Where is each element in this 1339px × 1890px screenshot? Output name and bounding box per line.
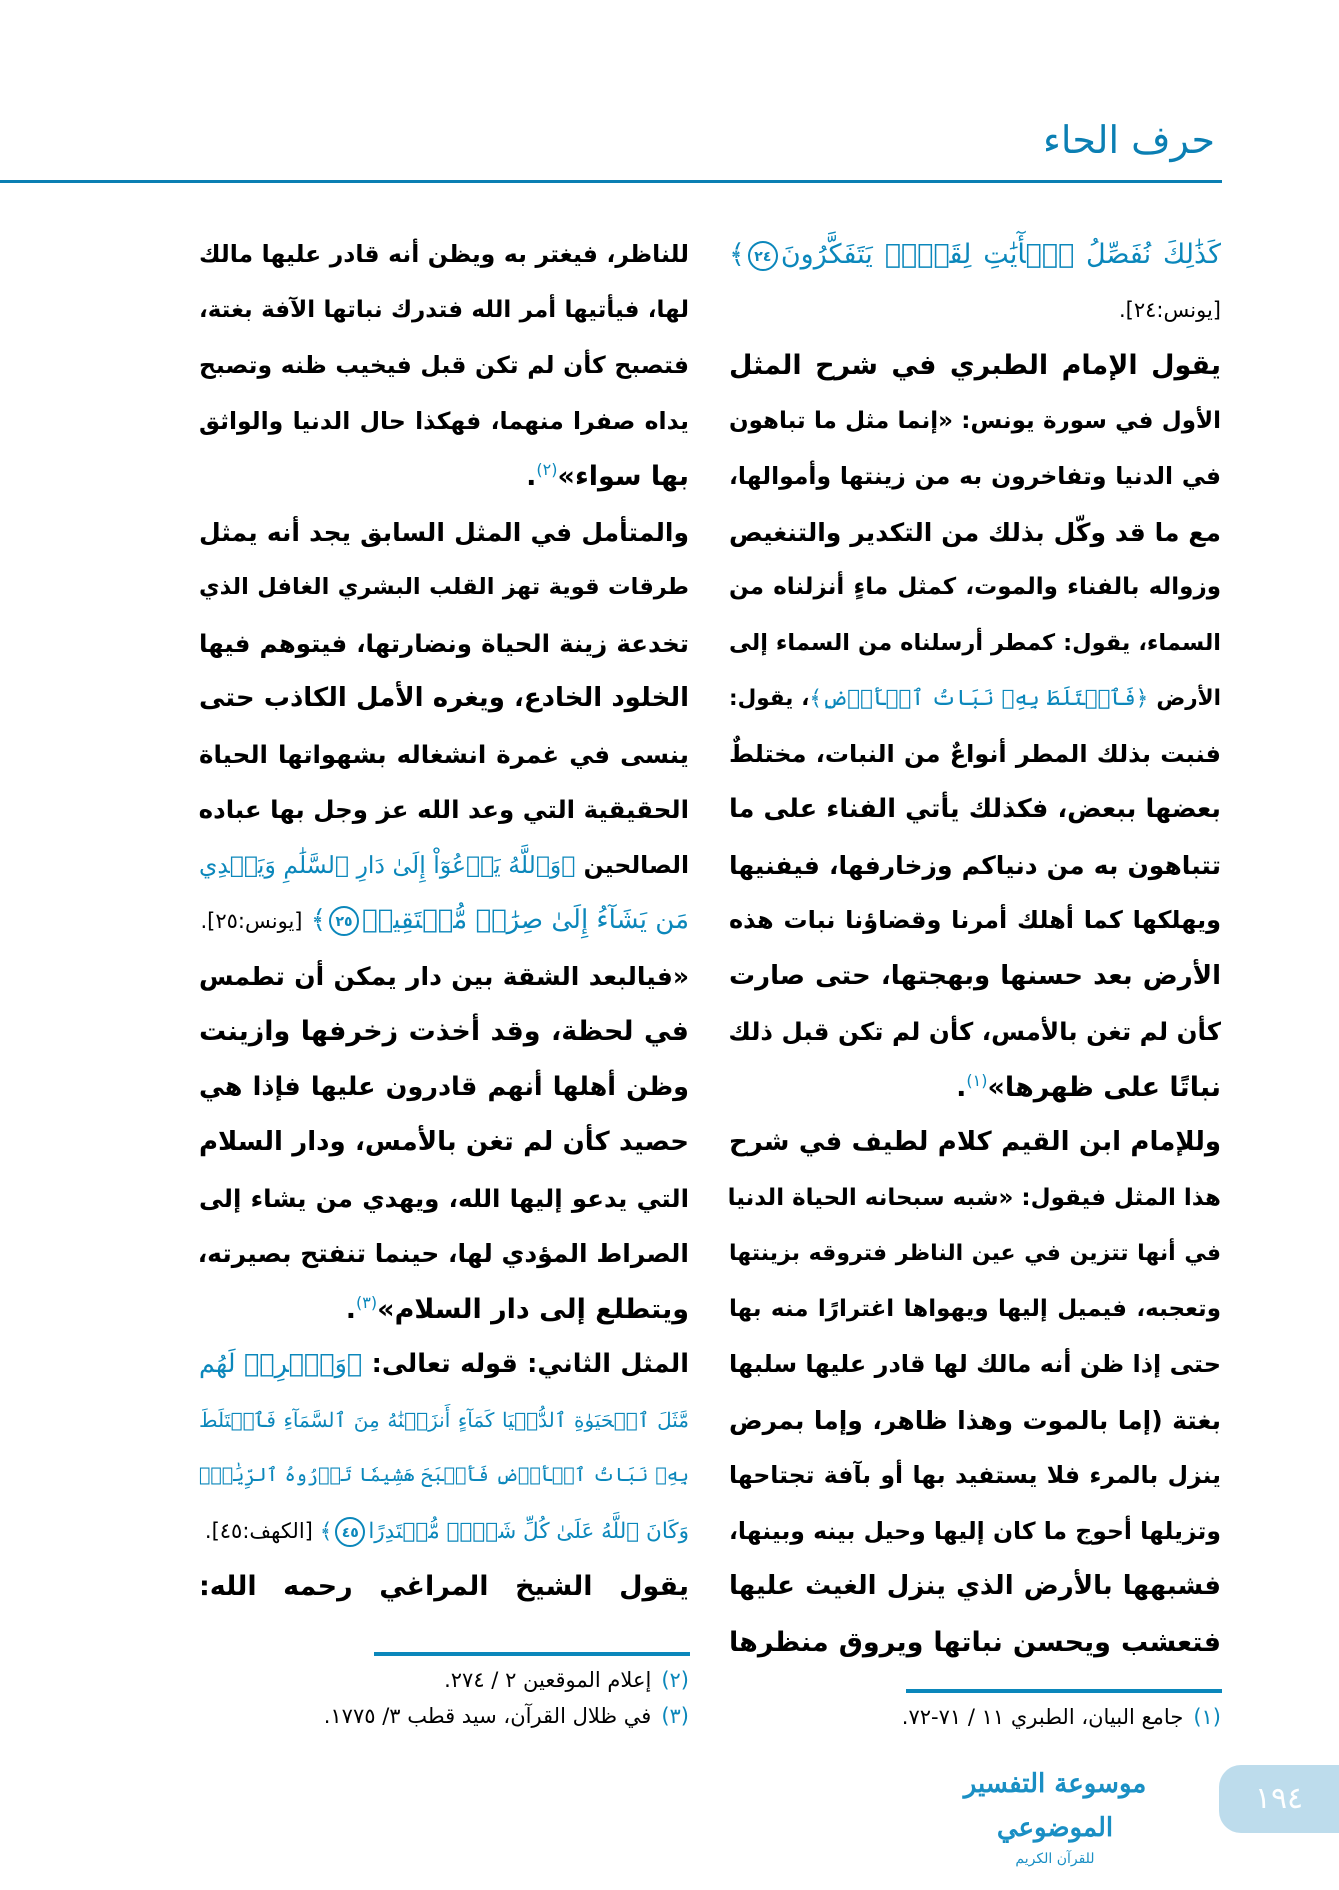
- text-line: [729, 1004, 1221, 1060]
- body-text: .: [345, 1293, 357, 1325]
- body-text: ويتطلع إلى دار السلام»: [377, 1293, 689, 1325]
- text-line: [199, 1060, 689, 1116]
- encyclopedia-logo: [930, 1762, 1180, 1867]
- ayah-number-marker: ٢٤: [748, 241, 778, 271]
- page-number: ١٩٤: [1219, 1765, 1339, 1833]
- text-line: [729, 727, 1221, 783]
- body-text: فنبت بذلك المطر أنواعٌ من النبات، مختلطٌ: [729, 739, 1221, 768]
- quran-verse: مَّثَلَ ٱلۡحَيَوٰةِ ٱلدُّنۡيَا كَمَآءٍ أَنزَلۡنَٰهُ مِنَ ٱلسَّمَآءِ فَٱخۡتَلَطَ: [199, 1407, 689, 1432]
- body-text: الصالحين: [575, 850, 689, 879]
- footnote-marker: (٢): [536, 460, 558, 479]
- body-text: والمتأمل في المثل السابق يجد أنه يمثل: [199, 517, 689, 547]
- footnote-text: جامع البيان، الطبري ١١ / ٧١-٧٢.: [901, 1705, 1184, 1729]
- body-text: حصيد كأن لم تغن بالأمس، ودار السلام: [199, 1127, 689, 1157]
- quran-verse: كَذَٰلِكَ نُفَصِّلُ ٱلۡأٓيَٰتِ لِقَوۡمٖ يَتَفَكَّرُونَ: [780, 239, 1221, 270]
- text-line: [729, 616, 1221, 672]
- body-text: بغتة (إما بالموت وهذا ظاهر، وإما بمرض: [729, 1405, 1221, 1435]
- body-text: تخدعة زينة الحياة ونضارتها، فيتوهم فيها: [199, 628, 689, 658]
- text-line: [199, 1504, 689, 1560]
- text-line: [729, 1393, 1221, 1449]
- footnote-2: [444, 1668, 689, 1692]
- footnote-1: [902, 1705, 1221, 1729]
- text-line: [199, 227, 689, 283]
- quran-verse: ﴿وَٱللَّهُ يَدۡعُوٓاْ إِلَىٰ دَارِ ٱلسَّلَٰمِ وَيَهۡدِي: [199, 850, 576, 879]
- text-line: [729, 838, 1221, 894]
- text-line: [729, 1337, 1221, 1393]
- body-text: مع ما قد وكّل بذلك من التكدير والتنغيص: [729, 517, 1221, 547]
- footnote-marker: (٣): [356, 1292, 378, 1312]
- footnote-text: في ظلال القرآن، سيد قطب ٣/ ١٧٧٥.: [323, 1704, 652, 1728]
- body-text: التي يدعو إليها الله، ويهدي من يشاء إلى: [199, 1183, 689, 1213]
- body-text: وتزيلها أحوج ما كان إليها وحيل بينه وبينها،: [729, 1516, 1221, 1545]
- body-text: ، يقول:: [729, 686, 810, 711]
- body-text: وتعجبه، فيميل إليها ويهواها اغترارًا منه بها: [729, 1295, 1221, 1322]
- body-text: فتصبح كأن لم تكن قبل فيخيب ظنه وتصبح: [199, 351, 689, 379]
- text-line: [199, 949, 689, 1005]
- text-line: [199, 1171, 689, 1227]
- text-line: [729, 893, 1221, 949]
- body-text: ويهلكها كما أهلك أمرنا وقضاؤنا نبات هذه: [729, 906, 1221, 934]
- quran-verse: ﴾: [729, 239, 745, 270]
- text-line: [729, 560, 1221, 616]
- quran-verse: مَن يَشَآءُ إِلَىٰ صِرَٰطٖ مُّسۡتَقِيمٖ: [362, 905, 689, 935]
- text-line: [199, 1004, 689, 1060]
- ayah-number-marker: ٢٥: [329, 906, 359, 936]
- body-text: يداه صفرا منهما، فهكذا حال الدنيا والواثق: [199, 406, 689, 435]
- text-line: [199, 394, 689, 450]
- quran-verse: بِهِۦ نَبَاتُ ٱلۡأَرۡضِ فَأَصۡبَحَ هَشِيمٗا تَذۡرُوهُ ٱلرِّيَٰحُۗ: [199, 1464, 689, 1486]
- body-text: فتعشب ويحسن نباتها ويروق منظرها: [729, 1626, 1221, 1658]
- text-line: [199, 1393, 689, 1449]
- text-line: [729, 1060, 1221, 1116]
- footnote-text: إعلام الموقعين ٢ / ٢٧٤.: [444, 1668, 652, 1692]
- text-line: [199, 893, 689, 949]
- quran-verse: وَكَانَ ٱللَّهُ عَلَىٰ كُلِّ شَيۡءٖ مُّقۡتَدِرًا: [368, 1518, 689, 1544]
- body-text: كأن لم تغن بالأمس، كأن لم تكن قبل ذلك: [728, 1017, 1221, 1046]
- text-line: [729, 671, 1221, 727]
- body-text: الأول في سورة يونس: «إنما مثل ما تباهون: [729, 407, 1221, 434]
- body-text: الأرض: [1148, 686, 1222, 711]
- text-line: [729, 1559, 1221, 1615]
- body-text: .: [956, 1071, 967, 1103]
- body-text: «فيالبعد الشقة بين دار يمكن أن تطمس: [199, 961, 689, 991]
- quran-verse: ﴾: [302, 905, 327, 935]
- text-line: [729, 1448, 1221, 1504]
- body-text: يقول الإمام الطبري في شرح المثل: [729, 350, 1221, 381]
- body-text: ينسى في غمرة انشغاله بشهواتها الحياة: [199, 739, 689, 769]
- body-text: حتى إذا ظن أنه مالك لها قادر عليها سلبها: [729, 1350, 1221, 1378]
- body-text: الخلود الخادع، ويغره الأمل الكاذب حتى: [199, 683, 689, 713]
- left-text-column: [199, 227, 689, 1615]
- text-line: [729, 283, 1221, 339]
- body-text: بعضها ببعض، فكذلك يأتي الفناء على ما: [729, 794, 1221, 824]
- body-text: وللإمام ابن القيم كلام لطيف في شرح: [729, 1127, 1221, 1157]
- body-text: السماء، يقول: كمطر أرسلناه من السماء إلى: [729, 629, 1221, 656]
- text-line: [199, 1282, 689, 1338]
- body-text: وظن أهلها أنهم قادرون عليها فإذا هي: [199, 1071, 689, 1102]
- text-line: [199, 1115, 689, 1171]
- text-line: [199, 449, 689, 505]
- text-line: [199, 560, 689, 616]
- footnote-3: [324, 1704, 689, 1728]
- body-text: للناظر، فيغتر به ويظن أنه قادر عليها مالك: [199, 240, 689, 268]
- text-line: [729, 1282, 1221, 1338]
- body-text: تتباهون به من دنياكم وزخارفها، فيفنيها: [729, 850, 1221, 880]
- body-text: في لحظة، وقد أخذت زخرفها وازينت: [199, 1016, 689, 1047]
- header-divider: [0, 180, 1222, 183]
- verse-reference: [يونس:٢٥].: [200, 909, 303, 933]
- body-text: وزواله بالفناء والموت، كمثل ماءٍ أنزلناه من: [729, 574, 1221, 600]
- body-text: هذا المثل فيقول: «شبه سبحانه الحياة الدنيا: [727, 1184, 1221, 1211]
- body-text: ينزل بالمرء فلا يستفيد بها أو بآفة تجتاحها: [729, 1461, 1221, 1489]
- text-line: [729, 1615, 1221, 1671]
- verse-reference: [الكهف:٤٥].: [204, 1518, 313, 1543]
- text-line: [199, 283, 689, 339]
- body-text: الصراط المؤدي لها، حينما تنفتح بصيرته،: [197, 1239, 689, 1268]
- text-line: [729, 227, 1221, 283]
- text-line: [199, 838, 689, 894]
- footnote-divider-left: [374, 1652, 690, 1656]
- text-line: [199, 1448, 689, 1504]
- footnote-number: (٣): [661, 1704, 689, 1728]
- text-line: [729, 782, 1221, 838]
- body-text: بها سواء»: [557, 461, 689, 492]
- text-line: [199, 338, 689, 394]
- body-text: فشبهها بالأرض الذي ينزل الغيث عليها: [729, 1571, 1221, 1601]
- text-line: [199, 1559, 689, 1615]
- text-line: [729, 1171, 1221, 1227]
- ayah-number-marker: ٤٥: [335, 1517, 365, 1547]
- text-line: [199, 616, 689, 672]
- footnote-marker: (١): [966, 1070, 988, 1090]
- verse-reference: [يونس:٢٤].: [1118, 297, 1221, 322]
- body-text: يقول الشيخ المراغي رحمه الله:: [199, 1571, 689, 1602]
- footnote-number: (٢): [661, 1668, 689, 1692]
- body-text: .: [526, 461, 537, 492]
- text-line: [729, 505, 1221, 561]
- body-text: طرقات قوية تهز القلب البشري الغافل الذي: [199, 574, 689, 600]
- body-text: المثل الثاني: قوله تعالى:: [362, 1349, 689, 1379]
- quran-verse: ﴾: [312, 1518, 333, 1544]
- text-line: [729, 1504, 1221, 1560]
- body-text: الحقيقية التي وعد الله عز وجل بها عباده: [198, 795, 689, 824]
- body-text: في الدنيا وتفاخرون به من زينتها وأموالها،: [729, 462, 1221, 490]
- logo-subtitle: للقرآن الكريم: [1015, 1851, 1095, 1867]
- body-text: نباتًا على ظهرها»: [987, 1071, 1221, 1103]
- body-text: لها، فيأتيها أمر الله فتدرك نباتها الآفة بغتة،: [199, 296, 689, 323]
- text-line: [199, 1337, 689, 1393]
- footnote-number: (١): [1193, 1705, 1221, 1729]
- text-line: [199, 1226, 689, 1282]
- text-line: [729, 394, 1221, 450]
- text-line: [199, 782, 689, 838]
- text-line: [729, 449, 1221, 505]
- quran-verse: ﴿وَٱضۡرِبۡ لَهُم: [199, 1349, 363, 1379]
- text-line: [729, 1226, 1221, 1282]
- logo-title: موسوعة التفسير الموضوعي: [963, 1769, 1147, 1843]
- text-line: [199, 727, 689, 783]
- text-line: [729, 1115, 1221, 1171]
- body-text: في أنها تتزين في عين الناظر فتروقه بزينتها: [729, 1241, 1221, 1266]
- text-line: [199, 671, 689, 727]
- right-text-column: [729, 227, 1221, 1670]
- footnote-divider-right: [906, 1689, 1222, 1693]
- chapter-title: حرف الحاء: [1042, 118, 1215, 162]
- text-line: [199, 505, 689, 561]
- quran-verse: ﴿فَٱخۡتَلَطَ بِهِۦ نَبَاتُ ٱلۡأَرۡضِ﴾: [809, 686, 1149, 711]
- text-line: [729, 338, 1221, 394]
- text-line: [729, 949, 1221, 1005]
- body-text: الأرض بعد حسنها وبهجتها، حتى صارت: [729, 960, 1221, 991]
